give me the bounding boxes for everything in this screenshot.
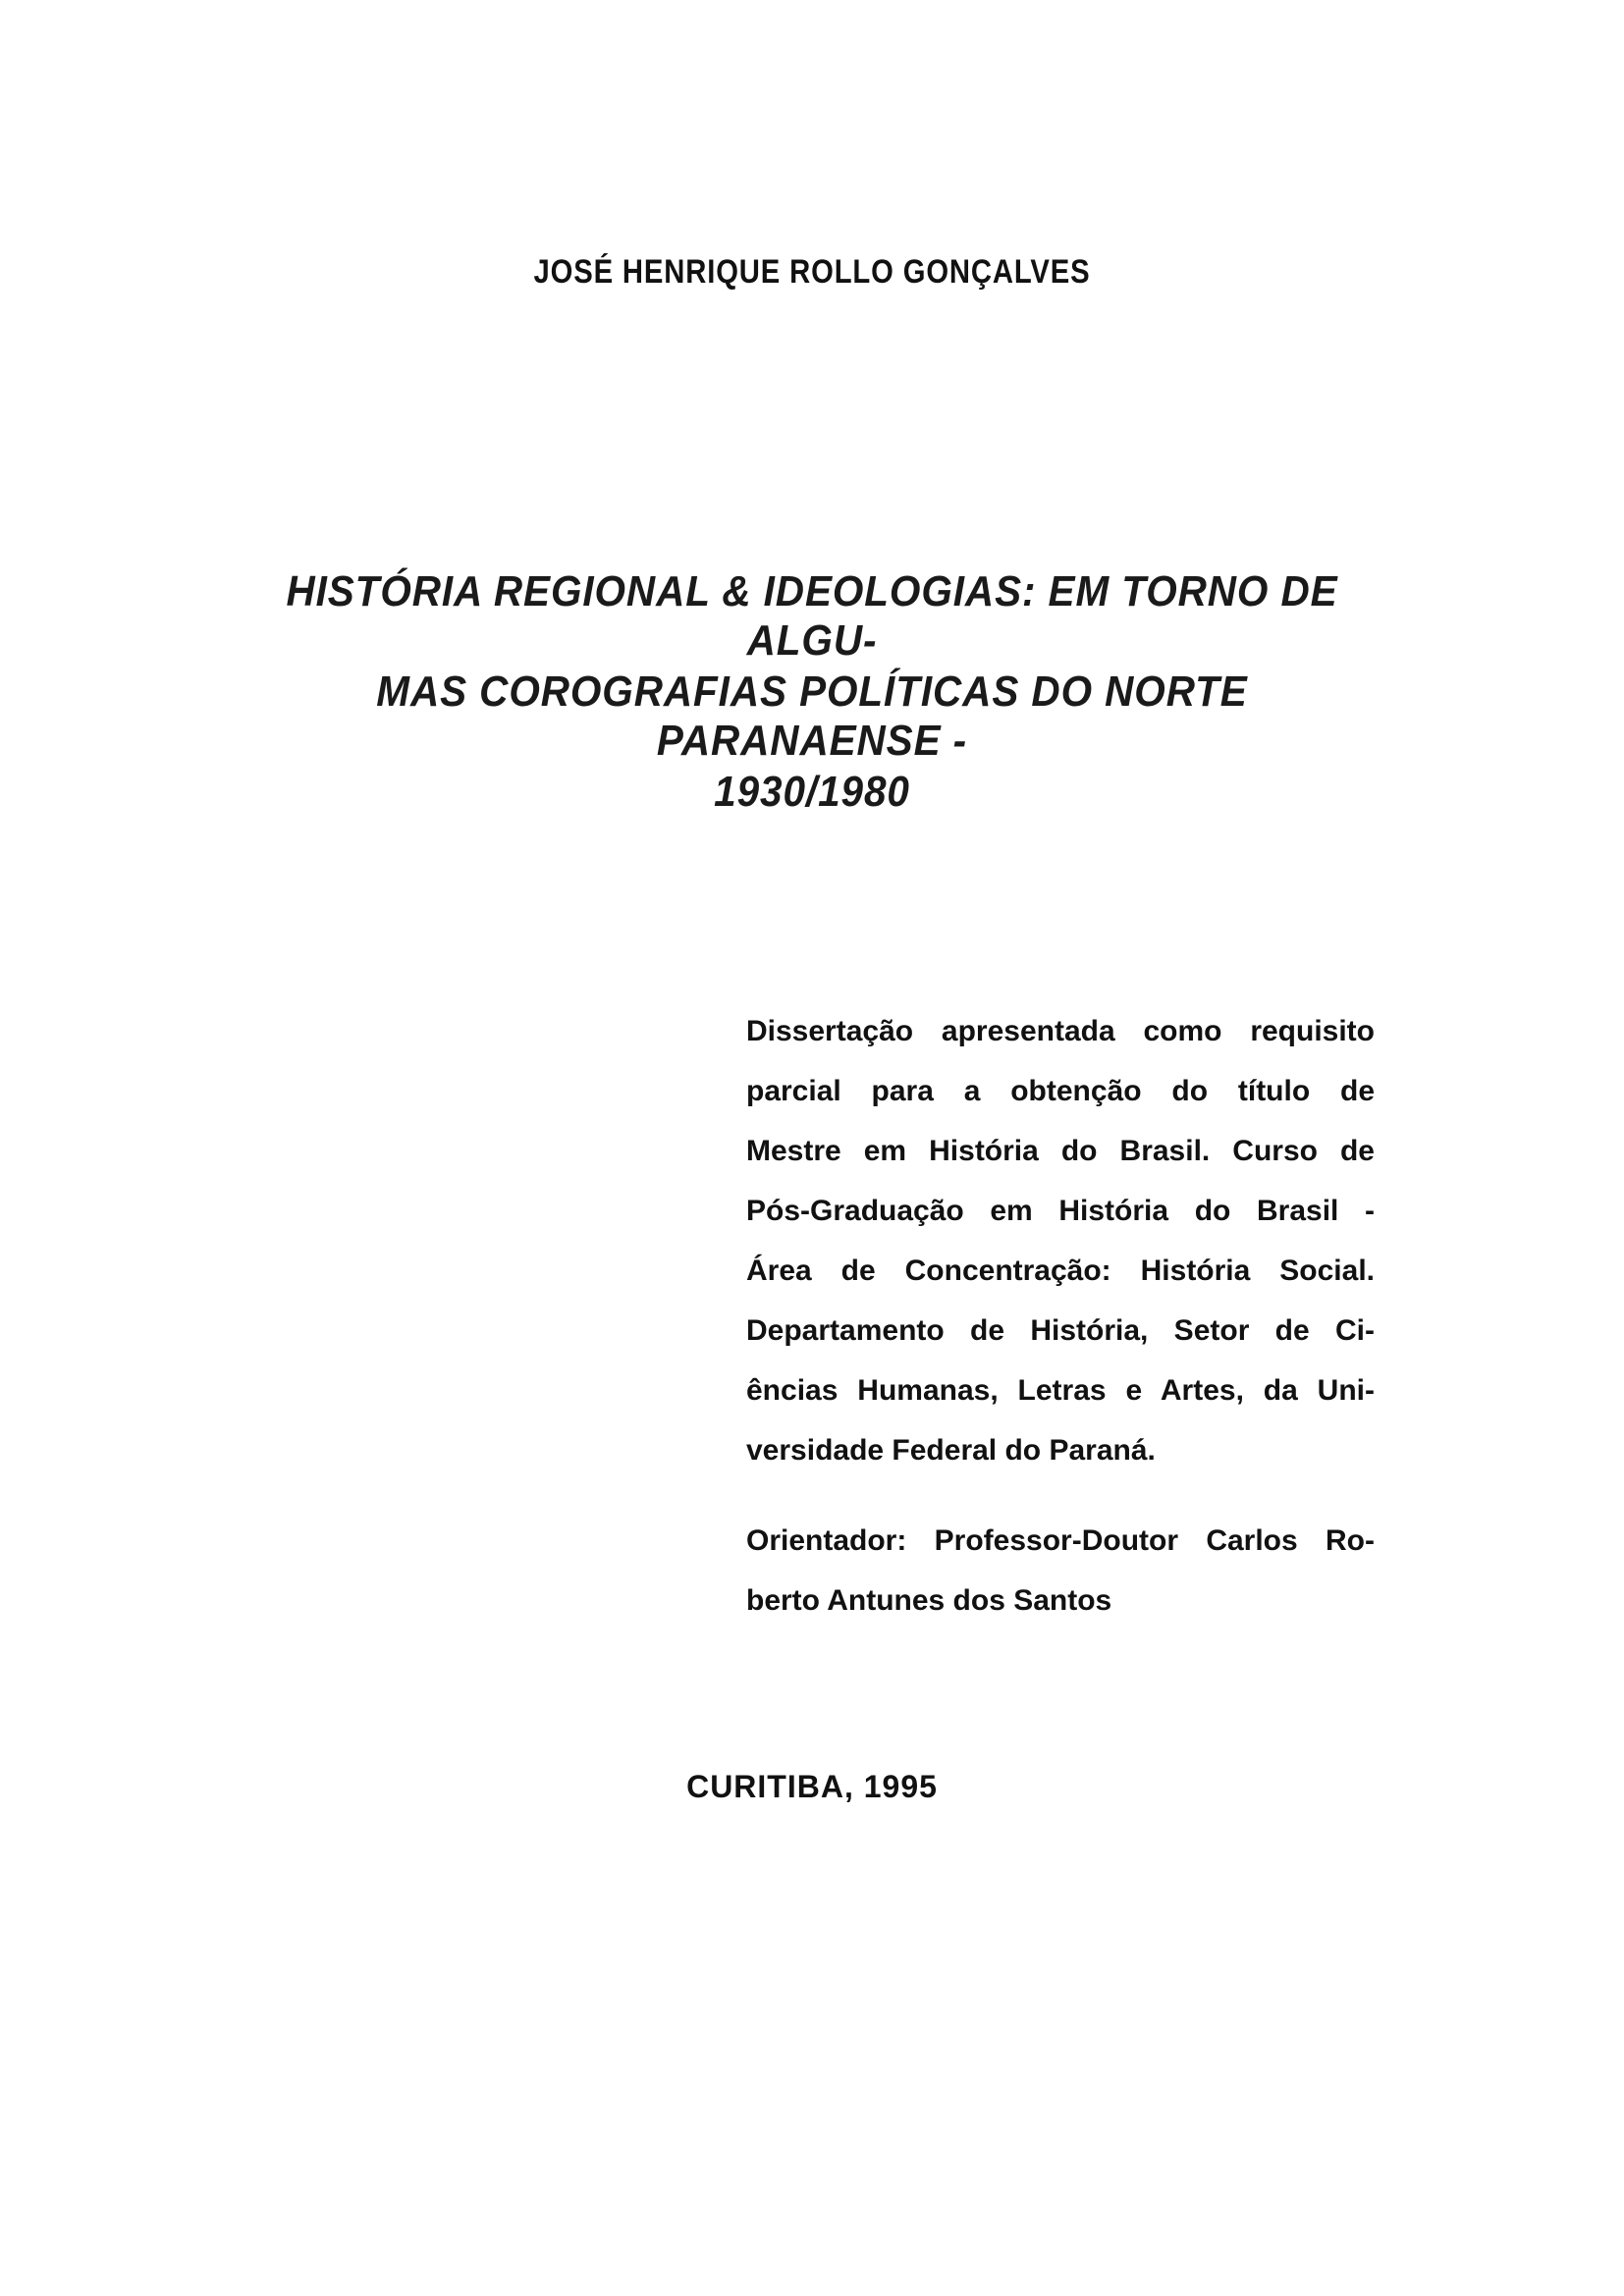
advisor-line: berto Antunes dos Santos [746, 1584, 1112, 1617]
description-line: parcial para a obtenção do título de [746, 1075, 1375, 1107]
description-line: ências Humanas, Letras e Artes, da Uni- [746, 1374, 1375, 1407]
author-name: JOSÉ HENRIQUE ROLLO GONÇALVES [533, 253, 1091, 291]
title-line-1: HISTÓRIA REGIONAL & IDEOLOGIAS: EM TORNO DE ALGU- [286, 567, 1338, 665]
title-line-3: 1930/1980 [714, 768, 910, 816]
advisor-line: Orientador: Professor-Doutor Carlos Ro- [746, 1524, 1375, 1557]
title-line-2: MAS COROGRAFIAS POLÍTICAS DO NORTE PARANAENSE - [376, 667, 1248, 765]
description-line: Departamento de História, Setor de Ci- [746, 1314, 1375, 1347]
description-line: Pós-Graduação em História do Brasil - [746, 1195, 1375, 1227]
description-line: Área de Concentração: História Social. [746, 1255, 1375, 1287]
advisor-statement [746, 1511, 1375, 1630]
dissertation-description [746, 1001, 1375, 1480]
description-line: Mestre em História do Brasil. Curso de [746, 1135, 1375, 1167]
description-line: Dissertação apresentada como requisito [746, 1015, 1375, 1047]
description-line: versidade Federal do Paraná. [746, 1434, 1156, 1467]
place-and-year: CURITIBA, 1995 [686, 1769, 938, 1804]
